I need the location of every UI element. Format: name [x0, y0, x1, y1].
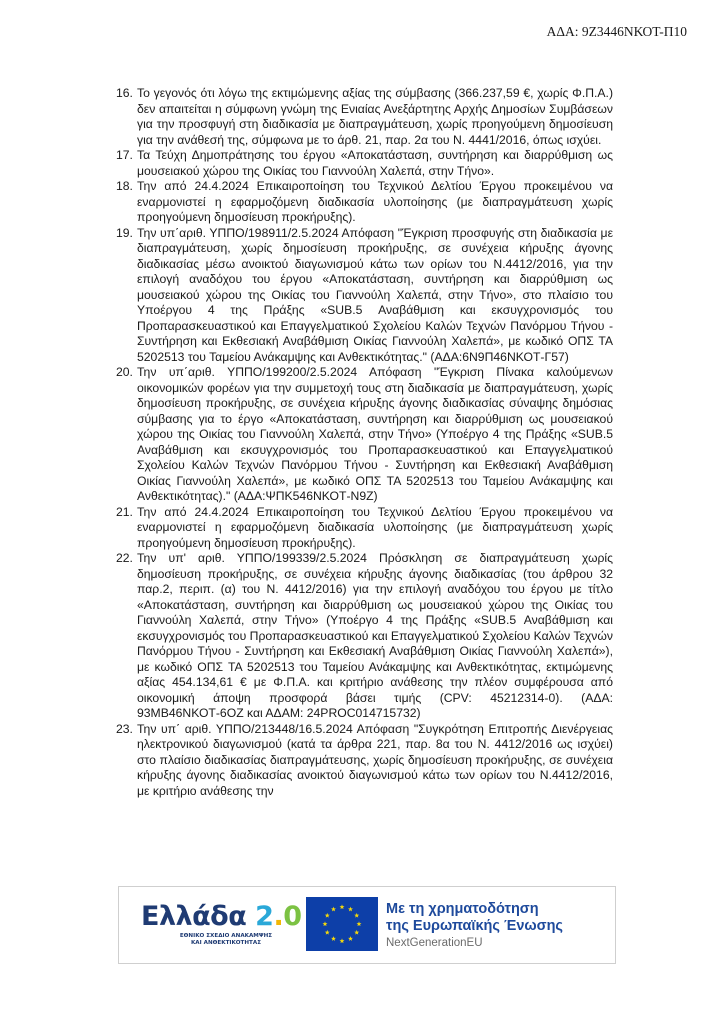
- item-number: 16.: [116, 86, 133, 100]
- item-number: 18.: [116, 179, 133, 193]
- logo-word: Ελλάδα: [141, 901, 247, 932]
- subtitle-line-1: ΕΘΝΙΚΟ ΣΧΕΔΙΟ ΑΝΑΚΑΜΨΗΣ: [179, 933, 273, 939]
- item-text: Την από 24.4.2024 Επικαιροποίηση του Τεχνικού Δελτίου Έργου προκειμένου να εναρμονιστεί η εφαρμοζόμενη διαδικασία υλοποίησης (με διαπραγμάτευση χωρίς προηγούμενη δημοσίευση προκήρυξης).: [137, 504, 613, 550]
- ada-header: ΑΔΑ: 9Ζ3446ΝΚΟΤ-Π10: [546, 24, 687, 39]
- greece-2-0-logo: [141, 901, 302, 947]
- document-body: [116, 86, 613, 799]
- logo-version-0: 0: [283, 901, 302, 932]
- list-item: [116, 365, 613, 505]
- eu-star-icon: [357, 921, 362, 926]
- item-text: Την υπ΄αριθ. ΥΠΠΟ/198911/2.5.2024 Απόφαση "Έγκριση προσφυγής στη διαδικασία με διαπραγμάτευση, χωρίς δημοσίευση προκήρυξης, σε συνέχεια κήρυξης άγονης διαδικασίας μέσω ανοικτού διαγωνισμού κάτω των ορίων του Ν.4412/2016, για την επιλογή αναδόχου του έργου «Αποκατάσταση, συντήρηση και διαρρύθμιση ως μουσειακού χώρου της Οικίας του Γιαννούλη Χαλεπά, στην Τήνο», στο πλαίσιο του Υποέργου 4 της Πράξης «SUB.5 Αναβάθμιση και εκσυγχρονισμός του Προπαρασκευαστικού και Επαγγελματικού Σχολείου Καλών Τεχνών Πανόρμου Τήνου - Συντήρηση και Εκθεσιακή Αναβάθμιση Οικίας Γιαννούλη Χαλεπά», με κωδικό ΟΠΣ ΤΑ 5202513 του Ταμείου Ανάκαμψης και Ανθεκτικότητας." (ΑΔΑ:6Ν9Π46ΝΚΟΤ-Γ57): [137, 225, 613, 364]
- item-number: 23.: [116, 721, 133, 736]
- list-item: [116, 551, 613, 722]
- list-item: [116, 148, 613, 179]
- eu-star-icon: [325, 930, 330, 935]
- list-item: [116, 722, 613, 800]
- eu-star-icon: [331, 936, 336, 941]
- eu-flag-icon: [306, 897, 378, 951]
- eu-star-icon: [331, 907, 336, 912]
- item-text: Την από 24.4.2024 Επικαιροποίηση του Τεχνικού Δελτίου Έργου προκειμένου να εναρμονιστεί η εφαρμοζόμενη διαδικασία υλοποίησης (με διαπραγμάτευση χωρίς προηγούμενη δημοσίευση προκήρυξης).: [137, 179, 613, 224]
- list-item: [116, 505, 613, 552]
- eu-line-2: της Ευρωπαϊκής Ένωσης: [386, 918, 563, 934]
- greece-2-0-subtitle: [151, 933, 301, 947]
- eu-star-icon: [348, 907, 353, 912]
- item-text: Το γεγονός ότι λόγω της εκτιμώμενης αξίας της σύμβασης (366.237,59 €, χωρίς Φ.Π.Α.) δεν απαιτείται η σύμφωνη γνώμη της Ενιαίας Ανεξάρτητης Αρχής Δημοσίων Συμβάσεων για την προσφυγή στη διαδικασία με διαπραγμάτευση, χωρίς προηγούμενη δημοσίευση για την ανάθεσή της, σύμφωνα με το άρθ. 21, παρ. 2α του Ν. 4441/2016, όπως ισχύει.: [137, 86, 613, 147]
- next-generation-eu: NextGenerationEU: [386, 937, 483, 949]
- item-number: 21.: [116, 504, 133, 519]
- eu-funding-text: [386, 901, 563, 949]
- item-number: 19.: [116, 225, 133, 240]
- eu-star-icon: [340, 938, 345, 943]
- eu-star-icon: [340, 904, 345, 909]
- eu-star-icon: [348, 936, 353, 941]
- greece-2-0-title: [141, 901, 302, 932]
- eu-star-icon: [323, 921, 328, 926]
- item-text: Τα Τεύχη Δημοπράτησης του έργου «Αποκατάσταση, συντήρηση και διαρρύθμιση ως μουσειακού χώρου της Οικίας του Γιαννούλη Χαλεπά, στην Τήνο».: [137, 148, 613, 178]
- eu-stars: [306, 897, 378, 951]
- list-item: [116, 226, 613, 366]
- numbered-list: [116, 86, 613, 799]
- list-item: [116, 86, 613, 148]
- logo-version-dot: .: [273, 901, 284, 932]
- funding-banner: [118, 886, 616, 964]
- item-text: Την υπ' αριθ. ΥΠΠΟ/199339/2.5.2024 Πρόσκληση σε διαπραγμάτευση χωρίς δημοσίευση προκήρυξης, σε συνέχεια κήρυξης άγονης διαδικασίας (του άρθρου 32 παρ.2, περιπ. (α) του Ν. 4412/2016) για την επιλογή αναδόχου του έργου με τίτλο «Αποκατάσταση, συντήρηση και διαρρύθμιση ως μουσειακού χώρου της Οικίας του Γιαννούλη Χαλεπά, στην Τήνο» (Υποέργο 4 της Πράξης «SUB.5 Αναβάθμιση και εκσυγχρονισμός του Προπαρασκευαστικού και Επαγγελματικού Σχολείου Καλών Τεχνών Πανόρμου Τήνου - Συντήρηση και Εκθεσιακή Αναβάθμιση Οικίας Γιαννούλη Χαλεπά»), με κωδικό ΟΠΣ ΤΑ 5202513 του Ταμείου Ανάκαμψης και Ανθεκτικότητας, εκτιμώμενης αξίας 454.134,61 € με Φ.Π.Α. και κριτήριο ανάθεσης την πλέον συμφέρουσα από οικονομική άποψη προσφορά βάσει τιμής (CPV: 45212314-0). (ΑΔΑ: 93ΜΒ46ΝΚΟΤ-6ΟΖ και ΑΔΑΜ: 24PROC014715732): [137, 551, 613, 720]
- item-number: 20.: [116, 365, 133, 379]
- item-number: 22.: [116, 551, 133, 565]
- item-text: Την υπ΄ αριθ. ΥΠΠΟ/213448/16.5.2024 Απόφαση "Συγκρότηση Επιτροπής Διενέργειας ηλεκτρονικού διαγωνισμού (κατά τα άρθρα 221, παρ. 8α του Ν. 4412/2016 ως ισχύει) στο πλαίσιο διαδικασίας διαπραγμάτευσης, χωρίς δημοσίευση προκήρυξης, σε συνέχεια κήρυξης άγονης διαδικασίας ανοικτού διαγωνισμού κάτω των ορίων του Ν.4412/2016, με κριτήριο ανάθεσης την: [137, 721, 613, 798]
- eu-star-icon: [354, 930, 359, 935]
- logo-version-2: 2: [255, 901, 274, 932]
- item-number: 17.: [116, 148, 133, 162]
- eu-star-icon: [325, 913, 330, 918]
- subtitle-line-2: ΚΑΙ ΑΝΘΕΚΤΙΚΟΤΗΤΑΣ: [190, 940, 262, 946]
- list-item: [116, 179, 613, 226]
- eu-line-1: Με τη χρηματοδότηση: [386, 901, 539, 917]
- eu-star-icon: [354, 913, 359, 918]
- item-text: Την υπ΄αριθ. ΥΠΠΟ/199200/2.5.2024 Απόφαση "Έγκριση Πίνακα καλούμενων οικονομικών φορέων για την συμμετοχή τους στη διαδικασία με διαπραγμάτευση, χωρίς δημοσίευση προκήρυξης, σε συνέχεια κήρυξης άγονης διαδικασίας σύναψης δημόσιας σύμβασης για το έργο «Αποκατάσταση, συντήρηση και διαρρύθμιση ως μουσειακού χώρου της Οικίας του Γιαννούλη Χαλεπά, στην Τήνο» (Υποέργο 4 της Πράξης «SUB.5 Αναβάθμιση και εκσυγχρονισμός του Προπαρασκευαστικού και Επαγγελματικού Σχολείου Καλών Τεχνών Πανόρμου Τήνου - Συντήρηση και Εκθεσιακή Αναβάθμιση Οικίας Γιαννούλη Χαλεπά», με κωδικό ΟΠΣ ΤΑ 5202513 του Ταμείου Ανάκαμψης και Ανθεκτικότητας)." (ΑΔΑ:ΨΠΚ546ΝΚΟΤ-Ν9Ζ): [137, 365, 613, 503]
